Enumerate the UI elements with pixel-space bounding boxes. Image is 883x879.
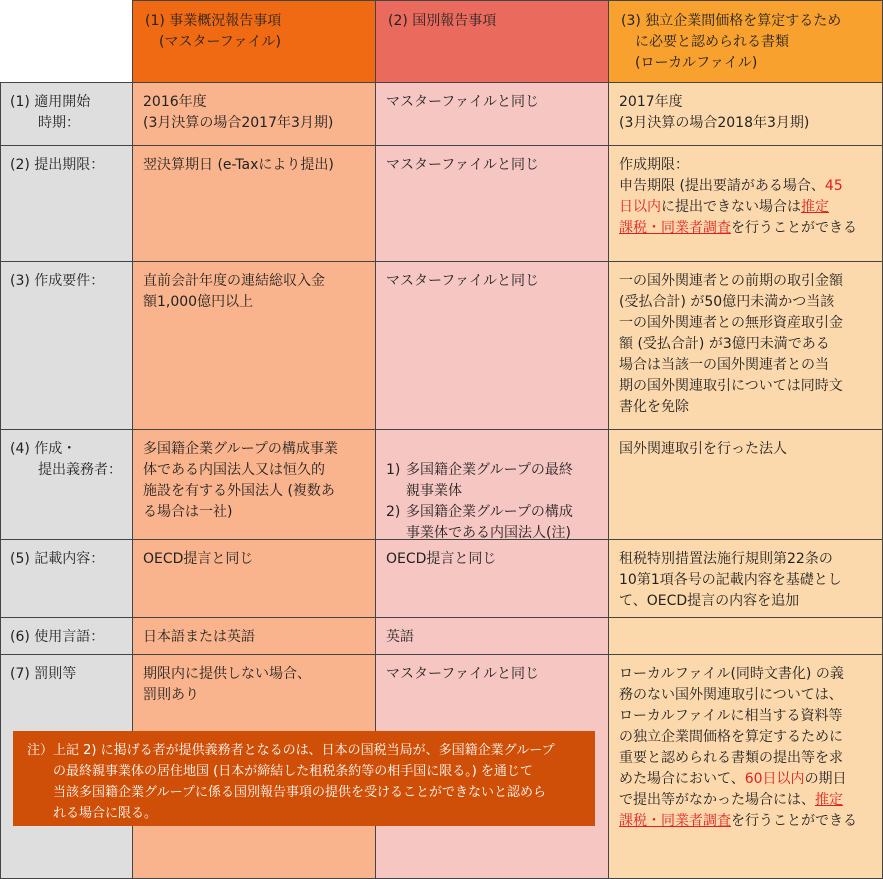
list-item-number: 1) bbox=[386, 462, 401, 478]
local-deadline-text-c: に提出できない場合は bbox=[661, 199, 801, 215]
list-item-number: 2) bbox=[386, 504, 401, 520]
local-penalties-60-days: 60日以内 bbox=[744, 771, 805, 787]
master-contents: OECD提言と同じ bbox=[133, 540, 376, 618]
master-language: 日本語または英語 bbox=[133, 618, 376, 655]
table-corner bbox=[0, 0, 133, 83]
row-label-penalties: (7) 罰則等 bbox=[0, 655, 133, 879]
list-item-text: 多国籍企業グループの最終 親事業体 bbox=[406, 462, 573, 499]
row-label-contents: (5) 記載内容： bbox=[0, 540, 133, 618]
list-item-text: 多国籍企業グループの構成 事業体である内国法人(注) bbox=[406, 504, 573, 540]
local-deadline-text-a: 作成期限： 申告期限 (提出要請がある場合、 bbox=[619, 157, 825, 194]
row-label-language: (6) 使用言語： bbox=[0, 618, 133, 655]
local-requirements: 一の国外関連者との前期の取引金額 (受払合計) が50億円未満かつ当該 一の国外関連者との無形資産取引金 額 (受払合計) が3億円未満である 場合は当該一の国外関連者との当 期の国外関連取引については同時文 書化を免除 bbox=[609, 262, 883, 430]
country-start-period: マスターファイルと同じ bbox=[376, 83, 609, 146]
local-penalties-text-e: を行うことができる bbox=[731, 813, 857, 829]
row-label-obligated-parties: (4) 作成・ 提出義務者： bbox=[0, 430, 133, 540]
local-penalties-text-c: の期日 で提出等がなかった場合には、 bbox=[619, 771, 847, 808]
local-deadline-presumed-taxation: 推定 課税・同業者調査 bbox=[619, 199, 829, 236]
country-language: 英語 bbox=[376, 618, 609, 655]
country-contents: OECD提言と同じ bbox=[376, 540, 609, 618]
local-penalties-presumed-taxation: 推定 課税・同業者調査 bbox=[619, 792, 843, 829]
footnote-box: 注）上記 2) に掲げる者が提供義務者となるのは、日本の国税当局が、多国籍企業グループ の最終親事業体の居住地国 (日本が締結した租税条約等の相手国に限る。) を通じて 当該多国籍企業グループに係る国別報告事項の提供を受けることができないと認めら れる場合に限る。 bbox=[13, 731, 595, 826]
local-deadline-45-days: 45 日以内 bbox=[619, 178, 843, 215]
master-obligated-parties: 多国籍企業グループの構成事業 体である内国法人又は恒久的 施設を有する外国法人 (複数あ る場合は一社) bbox=[133, 430, 376, 540]
local-penalties-text-a: ローカルファイル(同時文書化) の義 務のない国外関連取引については、 ローカルファイルに相当する資料等 の独立企業間価格を算定するために 重要と認められる書類の提出等を求 めた場合において、 bbox=[619, 666, 844, 787]
row-label-deadline: (2) 提出期限： bbox=[0, 146, 133, 262]
country-penalties: マスターファイルと同じ bbox=[376, 655, 609, 879]
row-label-requirements: (3) 作成要件： bbox=[0, 262, 133, 430]
header-master-file: (1) 事業概況報告事項 (マスターファイル) bbox=[133, 0, 376, 83]
local-deadline bbox=[609, 146, 883, 262]
master-start-period: 2016年度 (3月決算の場合2017年3月期) bbox=[133, 83, 376, 146]
country-obligated-parties bbox=[376, 430, 609, 540]
local-penalties bbox=[609, 655, 883, 879]
country-deadline: マスターファイルと同じ bbox=[376, 146, 609, 262]
local-start-period: 2017年度 (3月決算の場合2018年3月期) bbox=[609, 83, 883, 146]
master-penalties: 期限内に提供しない場合、 罰則あり bbox=[133, 655, 376, 879]
local-language bbox=[609, 618, 883, 655]
local-deadline-text-e: を行うことができる bbox=[731, 220, 857, 236]
local-contents: 租税特別措置法施行規則第22条の 10第1項各号の記載内容を基礎とし て、OECD提言の内容を追加 bbox=[609, 540, 883, 618]
header-country-report: (2) 国別報告事項 bbox=[376, 0, 609, 83]
obligated-parties-list bbox=[386, 460, 600, 540]
list-item bbox=[386, 502, 600, 540]
local-obligated-parties: 国外関連取引を行った法人 bbox=[609, 430, 883, 540]
header-local-file: (3) 独立企業間価格を算定するため に必要と認められる書類 (ローカルファイル) bbox=[609, 0, 883, 83]
row-label-start-period: (1) 適用開始 時期： bbox=[0, 83, 133, 146]
country-requirements: マスターファイルと同じ bbox=[376, 262, 609, 430]
list-item bbox=[386, 460, 600, 502]
master-deadline: 翌決算期日 (e-Taxにより提出) bbox=[133, 146, 376, 262]
master-requirements: 直前会計年度の連結総収入金 額1,000億円以上 bbox=[133, 262, 376, 430]
